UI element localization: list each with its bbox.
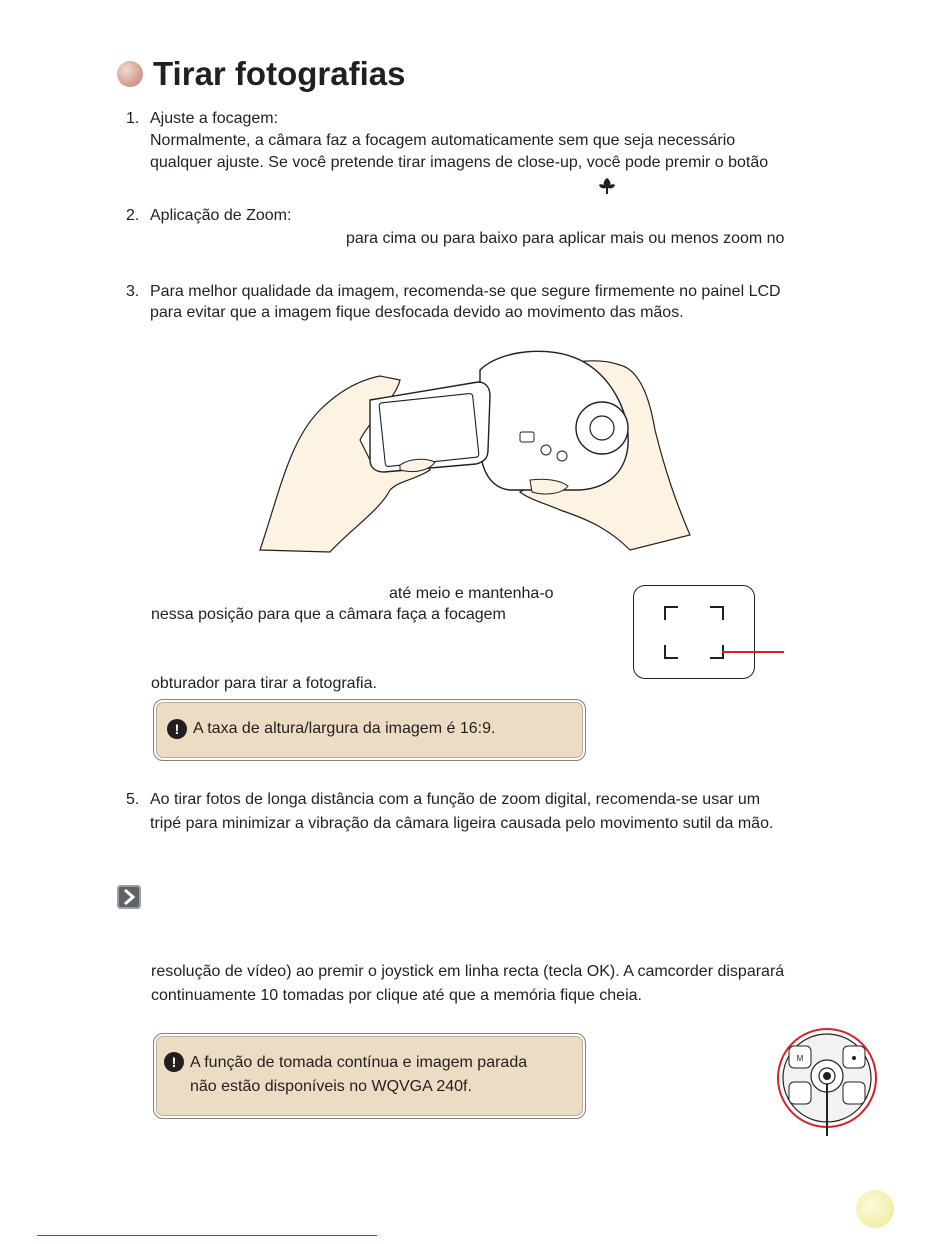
footer-rule	[37, 1235, 377, 1236]
step-4-text-line-3: obturador para tirar a fotografia.	[151, 675, 377, 692]
step-4-text-line-1: até meio e mantenha-o	[389, 585, 554, 602]
camcorder-hands-illustration	[250, 340, 710, 565]
joystick-diagram	[775, 1028, 879, 1140]
step-5-number: 5.	[126, 791, 140, 808]
title-bullet-icon	[117, 61, 143, 87]
step-1-number: 1.	[126, 110, 140, 127]
step-5-text-line-2: tripé para minimizar a vibração da câmara ligeira causada pelo movimento sutil da mão.	[150, 815, 774, 832]
page-number-badge	[856, 1190, 894, 1228]
aspect-ratio-note-text: A taxa de altura/largura da imagem é 16:9.	[193, 720, 496, 737]
focus-pointer-line	[722, 651, 784, 653]
tip-text-line-2: continuamente 10 tomadas por clique até que a memória fique cheia.	[151, 987, 642, 1004]
warning-icon: !	[167, 719, 187, 739]
page-title: Tirar fotografias	[153, 55, 406, 92]
step-3-text-line-1: Para melhor qualidade da imagem, recomenda-se que segure firmemente no painel LCD	[150, 283, 781, 300]
continuous-shot-note-line-2: não estão disponíveis no WQVGA 240f.	[190, 1078, 472, 1095]
svg-text:M: M	[796, 1054, 804, 1063]
warning-icon: !	[164, 1052, 184, 1072]
step-2-text-line-1: para cima ou para baixo para aplicar mais ou menos zoom no	[346, 230, 785, 247]
tip-arrow-icon	[117, 885, 141, 909]
focus-corner-top-left	[664, 606, 678, 620]
step-2-number: 2.	[126, 207, 140, 224]
continuous-shot-note-line-1: A função de tomada contínua e imagem parada	[190, 1054, 528, 1071]
focus-corner-bottom-left	[664, 645, 678, 659]
step-1-text-line-1: Normalmente, a câmara faz a focagem automaticamente sem que seja necessário	[150, 132, 736, 149]
step-1-heading: Ajuste a focagem:	[150, 110, 279, 127]
step-1-text-line-2: qualquer ajuste. Se você pretende tirar imagens de close-up, você pode premir o botão	[150, 154, 769, 171]
step-3-number: 3.	[126, 283, 140, 300]
step-5-text-line-1: Ao tirar fotos de longa distância com a função de zoom digital, recomenda-se usar um	[150, 791, 761, 808]
focus-corner-top-right	[710, 606, 724, 620]
step-4-text-line-2: nessa posição para que a câmara faça a focagem	[151, 606, 506, 623]
macro-flower-icon	[597, 176, 617, 196]
step-3-text-line-2: para evitar que a imagem fique desfocada devido ao movimento das mãos.	[150, 304, 684, 321]
focus-frame-diagram	[633, 585, 755, 679]
step-2-heading: Aplicação de Zoom:	[150, 207, 292, 224]
tip-text-line-1: resolução de vídeo) ao premir o joystick em linha recta (tecla OK). A camcorder disparará	[151, 963, 785, 980]
